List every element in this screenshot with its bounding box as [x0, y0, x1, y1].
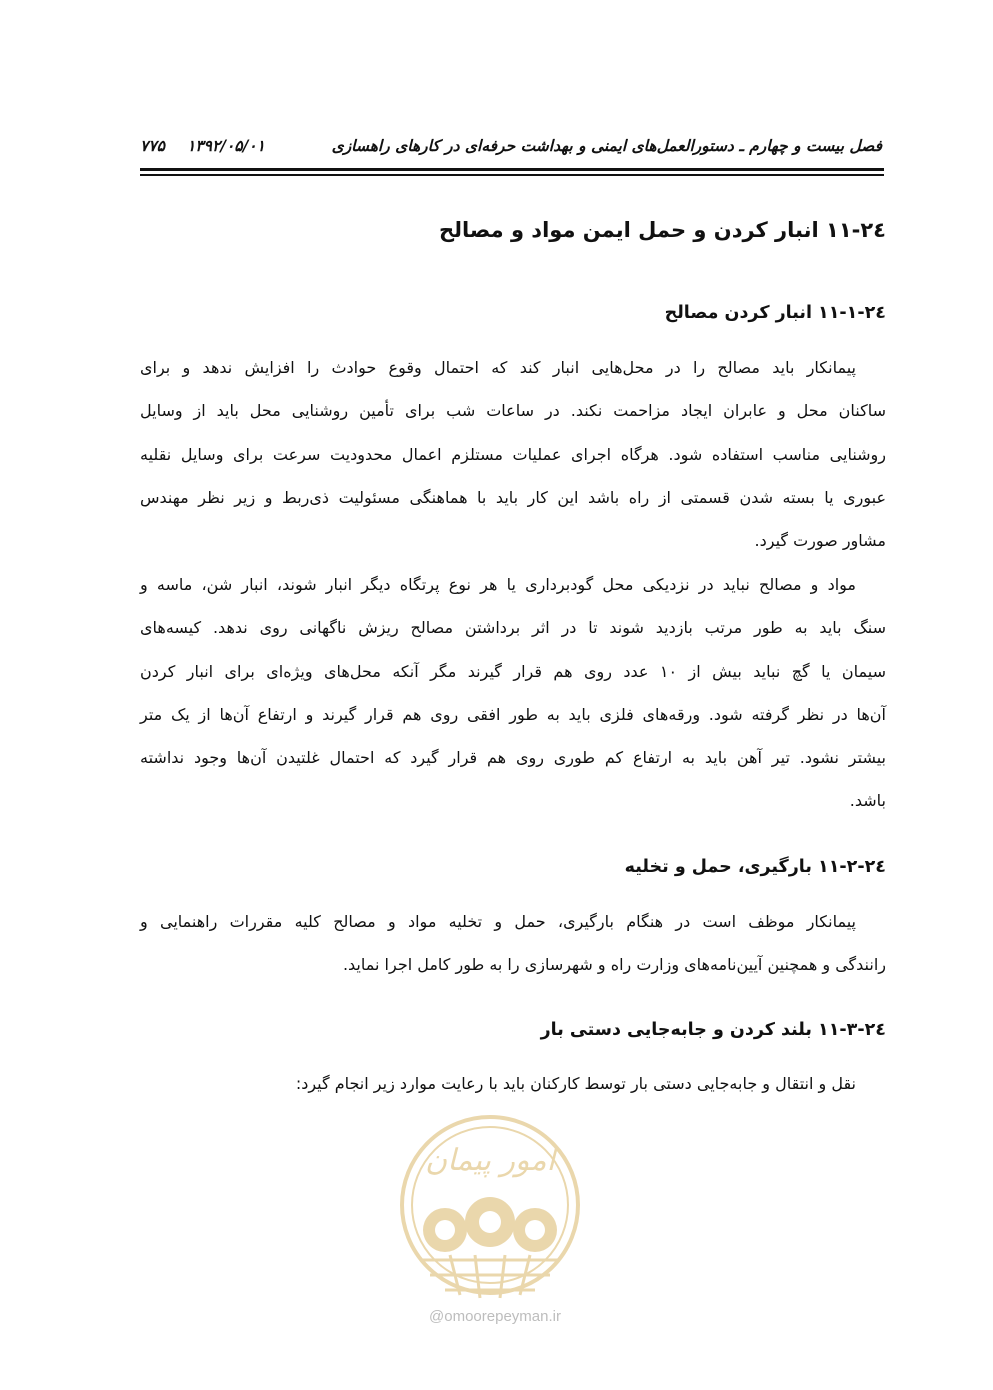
header-date: ۱۳۹۲/۰۵/۰۱ [186, 135, 265, 155]
subsection-heading-3: ۲٤-۱۱-۳ بلند کردن و جابه‌جایی دستی بار [540, 1020, 886, 1040]
header-rule-thin [140, 174, 884, 176]
paragraph-line: سیمان یا گچ نباید بیش از ۱۰ عدد روی هم قرار گیرند مگر آنکه محل‌های ویژه‌ای برای انبار کردن [140, 661, 887, 681]
paragraph-line: ساکنان محل و عابران ایجاد مزاحمت نکند. در ساعات شب برای تأمین روشنایی محل باید از وسایل [140, 401, 886, 421]
paragraph-line: سنگ باید به طور مرتب بازدید شوند تا در اثر برداشتن مصالح ریزش ناگهانی روی ندهد. کیسه‌های [140, 618, 886, 638]
paragraph-line: مشاور صورت گیرد. [754, 531, 886, 551]
watermark-site: @omoorepeyman.ir [429, 1308, 561, 1325]
paragraph-line: باشد. [849, 791, 886, 811]
section-heading: ۲٤-۱۱ انبار کردن و حمل ایمن مواد و مصالح [439, 218, 886, 242]
paragraph-line: آن‌ها در نظر گرفته شود. ورقه‌های فلزی باید به طور افقی روی هم قرار گیرند و ارتفاع آن‌ها از یک متر [140, 704, 886, 724]
paragraph-1 [140, 346, 886, 562]
paragraph-line: عبوری یا بسته شدن قسمتی از راه باشد این کار باید با هماهنگی مسئولیت ذی‌ربط و زیر نظر مهندس [140, 487, 886, 507]
running-header [140, 128, 882, 162]
page-number: ۷۷۵ [140, 135, 165, 155]
header-rule-thick [140, 168, 884, 171]
paragraph-2 [140, 563, 886, 823]
paragraph-3 [140, 900, 886, 987]
paragraph-line: نقل و انتقال و جابه‌جایی دستی بار توسط کارکنان باید با رعایت موارد زیر انجام گیرد: [295, 1074, 856, 1093]
subsection-heading-1: ۲٤-۱۱-۱ انبار کردن مصالح [664, 303, 886, 323]
chapter-title: فصل بیست و چهارم ـ دستورالعمل‌های ایمنی و بهداشت حرفه‌ای در کارهای راهسازی [331, 135, 882, 155]
watermark-logo-text: امور پیمان [425, 1143, 555, 1178]
paragraph-line: پیمانکار موظف است در هنگام بارگیری، حمل و تخلیه مواد و مصالح کلیه مقررات راهنمایی و [140, 912, 856, 931]
paragraph-line: بیشتر نشود. تیر آهن باید به ارتفاع کم طوری روی هم قرار گیرد که احتمال غلتیدن آن‌ها وجود نداشته [140, 748, 886, 768]
subsection-heading-2: ۲٤-۱۱-۲ بارگیری، حمل و تخلیه [624, 857, 886, 877]
header-left-group [140, 136, 265, 155]
paragraph-4 [140, 1062, 886, 1105]
paragraph-line: روشنایی مناسب استفاده شود. هرگاه اجرای عملیات مستلزم اعمال محدودیت سرعت برای وسایل نقلیه [140, 444, 886, 464]
paragraph-line: رانندگی و همچنین آیین‌نامه‌های وزارت راه و شهرسازی را به طور کامل اجرا نماید. [342, 955, 886, 975]
paragraph-line: مواد و مصالح نباید در نزدیکی محل گودبرداری یا هر نوع پرتگاه دیگر انبار شوند، انبار شن، ماسه و [140, 575, 856, 594]
paragraph-line: پیمانکار باید مصالح را در محل‌هایی انبار کند که احتمال وقوع حوادث را افزایش ندهد و برای [140, 358, 856, 377]
